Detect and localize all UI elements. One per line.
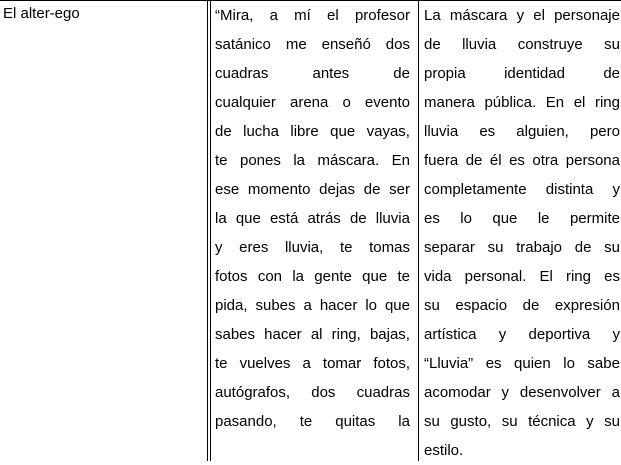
word: alguien,	[516, 123, 569, 140]
word: lluvia	[375, 210, 410, 227]
analysis-line	[424, 349, 620, 378]
quote-line	[215, 204, 410, 233]
word: sabe	[587, 355, 620, 372]
quote-line	[215, 233, 410, 262]
word: lluvia,	[284, 239, 324, 256]
word: te	[215, 355, 228, 372]
word: arena	[289, 94, 329, 111]
analysis-line	[424, 407, 620, 436]
word: y	[215, 239, 223, 256]
word: evento	[364, 94, 410, 111]
word: su	[604, 36, 620, 53]
word: atrás	[307, 210, 341, 227]
word: desenvolver	[519, 384, 601, 401]
word: tomar	[322, 355, 362, 372]
word: completamente	[424, 181, 527, 198]
analysis-cell	[424, 1, 620, 465]
word: pida,	[215, 297, 248, 314]
analysis-line	[424, 1, 620, 30]
word: estilo.	[424, 442, 464, 459]
word: satánico	[215, 36, 271, 53]
word: está	[269, 210, 299, 227]
word: que	[362, 268, 388, 285]
word: fuera	[424, 152, 459, 169]
word: fotos,	[373, 355, 410, 372]
word: y	[516, 7, 525, 24]
quote-line	[215, 407, 410, 436]
word: lluvia	[462, 36, 497, 53]
word: artística	[424, 326, 477, 343]
analysis-line	[424, 88, 620, 117]
word: es	[604, 268, 620, 285]
category-label: El alter-ego	[3, 5, 80, 22]
word: es	[485, 355, 502, 372]
word: persona	[565, 152, 620, 169]
word: gusto,	[450, 413, 492, 430]
word: profesor	[354, 7, 410, 24]
word: te	[215, 152, 228, 169]
analysis-line	[424, 378, 620, 407]
word: de	[215, 123, 232, 140]
analysis-line	[424, 175, 620, 204]
word: momento	[247, 181, 311, 198]
quote-line	[215, 378, 410, 407]
word: El	[539, 268, 553, 285]
word: lo	[563, 355, 575, 372]
word: hacer	[264, 326, 302, 343]
word: que	[330, 123, 356, 140]
analysis-line	[424, 30, 620, 59]
word: “Mira,	[215, 7, 254, 24]
quote-line	[215, 88, 410, 117]
word: quitas	[335, 413, 376, 430]
word: bajas,	[369, 326, 410, 343]
word: ring,	[331, 326, 361, 343]
word: La	[424, 7, 441, 24]
word: ese	[215, 181, 240, 198]
word: antes	[312, 65, 350, 82]
word: pones	[239, 152, 281, 169]
column-divider-3	[418, 0, 419, 461]
word: pasando,	[215, 413, 277, 430]
word: manera	[424, 94, 475, 111]
word: lo	[365, 297, 377, 314]
word: es	[424, 210, 440, 227]
word: tomas	[369, 239, 410, 256]
quote-line	[215, 262, 410, 291]
word: vuelves	[239, 355, 291, 372]
word: cualquier	[215, 94, 276, 111]
word: el	[533, 7, 545, 24]
word: te	[397, 268, 410, 285]
word: pública.	[484, 94, 537, 111]
word: que	[235, 210, 261, 227]
word: su	[424, 297, 440, 314]
word: le	[537, 210, 550, 227]
word: pero	[589, 123, 620, 140]
word: de	[349, 210, 367, 227]
quote-line	[215, 1, 410, 30]
word: expresión	[554, 297, 620, 314]
word: lluvia	[424, 123, 459, 140]
word: y	[498, 326, 507, 343]
word: permite	[569, 210, 620, 227]
word: dos	[385, 36, 410, 53]
word: su	[604, 239, 620, 256]
word: al	[310, 326, 323, 343]
word: vida	[424, 268, 452, 285]
word: ring	[565, 268, 591, 285]
word: te	[339, 239, 353, 256]
word: de	[574, 239, 592, 256]
word: de	[465, 152, 483, 169]
word: y	[501, 384, 510, 401]
word: máscara	[449, 7, 508, 24]
quote-line	[215, 59, 410, 88]
analysis-line	[424, 291, 620, 320]
word: su	[501, 413, 518, 430]
quote-cell	[215, 1, 410, 436]
word: y	[612, 326, 620, 343]
analysis-line	[424, 117, 620, 146]
word: quien	[514, 355, 551, 372]
word: lucha	[243, 123, 279, 140]
word: sabes	[215, 326, 256, 343]
word: la	[292, 268, 304, 285]
quote-line	[215, 30, 410, 59]
analysis-line	[424, 233, 620, 262]
word: con	[257, 268, 283, 285]
word: construye	[517, 36, 583, 53]
word: su	[424, 413, 440, 430]
analysis-line	[424, 320, 620, 349]
word: o	[342, 94, 351, 111]
word: ser	[389, 181, 410, 198]
word: vayas,	[366, 123, 410, 140]
word: es	[509, 152, 525, 169]
analysis-line	[424, 146, 620, 175]
word: trabajo	[516, 239, 563, 256]
word: su	[487, 239, 504, 256]
word: gente	[314, 268, 352, 285]
word: deportiva	[528, 326, 591, 343]
word: te	[299, 413, 313, 430]
word: acomodar	[424, 384, 491, 401]
word: distinta	[545, 181, 594, 198]
word: la	[215, 210, 227, 227]
column-divider-2	[210, 0, 211, 461]
word: de	[603, 65, 620, 82]
word: a	[302, 355, 311, 372]
category-cell	[3, 0, 203, 28]
word: me	[285, 36, 307, 53]
word: personal.	[464, 268, 527, 285]
word: lo	[460, 210, 472, 227]
word: su	[604, 413, 620, 430]
word: es	[479, 123, 496, 140]
word: mí	[294, 7, 311, 24]
word: separar	[424, 239, 475, 256]
word: él	[489, 152, 502, 169]
word: identidad	[504, 65, 565, 82]
analysis-line	[424, 262, 620, 291]
word: cuadras	[356, 384, 410, 401]
word: de	[424, 36, 441, 53]
word: propia	[424, 65, 466, 82]
word: de	[363, 181, 381, 198]
word: “Lluvia”	[424, 355, 474, 372]
word: fotos	[215, 268, 248, 285]
quote-line	[215, 175, 410, 204]
word: de	[522, 297, 540, 314]
analysis-line	[424, 59, 620, 88]
quote-line	[215, 146, 410, 175]
word: y	[586, 413, 594, 430]
quote-line	[215, 291, 410, 320]
word: libre	[290, 123, 319, 140]
word: hacer	[319, 297, 358, 314]
word: de	[393, 65, 410, 82]
word: máscara.	[317, 152, 380, 169]
word: el	[327, 7, 339, 24]
word: y	[612, 181, 620, 198]
word: ring	[594, 94, 620, 111]
word: enseñó	[321, 36, 371, 53]
quote-line	[215, 320, 410, 349]
word: a	[269, 7, 278, 24]
analysis-line	[424, 204, 620, 233]
quote-line	[215, 349, 410, 378]
word: la	[293, 152, 306, 169]
word: eres	[239, 239, 269, 256]
word: En	[545, 94, 565, 111]
word: En	[391, 152, 410, 169]
word: cuadras	[215, 65, 269, 82]
word: otra	[532, 152, 559, 169]
word: espacio	[455, 297, 508, 314]
word: dejas	[319, 181, 356, 198]
word: autógrafos,	[215, 384, 291, 401]
word: a	[611, 384, 620, 401]
word: dos	[311, 384, 336, 401]
word: técnica	[528, 413, 576, 430]
word: la	[398, 413, 410, 430]
column-divider-1	[207, 0, 208, 461]
word: a	[303, 297, 312, 314]
word: que	[384, 297, 410, 314]
quote-line	[215, 117, 410, 146]
word: que	[492, 210, 518, 227]
word: personaje	[554, 7, 620, 24]
word: el	[573, 94, 586, 111]
word: subes	[255, 297, 296, 314]
